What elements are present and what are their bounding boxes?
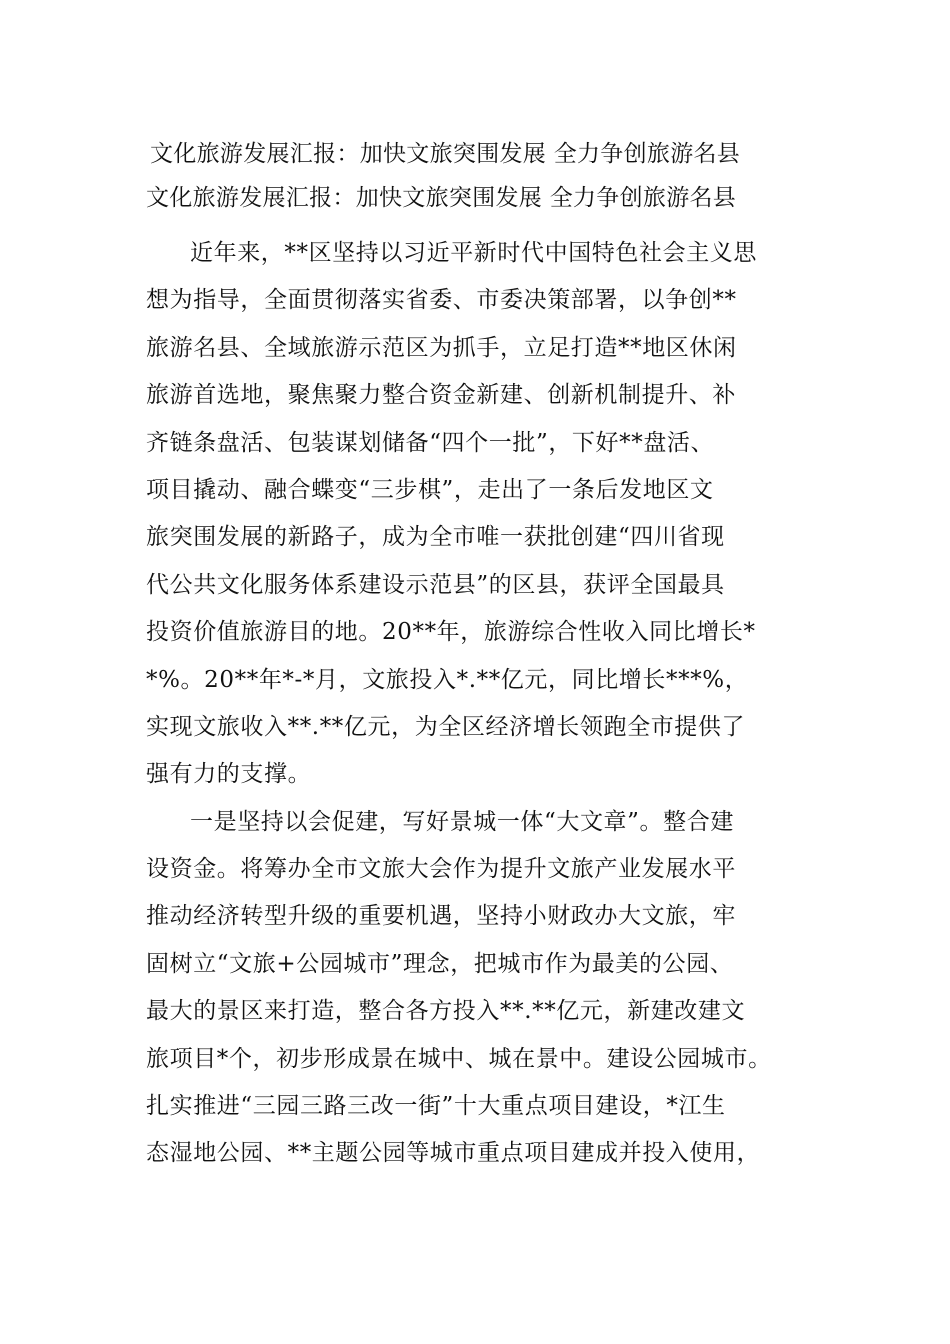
- paragraph-line: 强有力的支撑。: [146, 761, 312, 788]
- paragraph-1: [146, 230, 816, 799]
- paragraph-line: 固树立“文旅+公园城市”理念，把城市作为最美的公园、: [146, 950, 734, 977]
- paragraph-line: 旅游首选地，聚焦聚力整合资金新建、创新机制提升、补: [146, 382, 736, 409]
- paragraph-line: 推动经济转型升级的重要机遇，坚持小财政办大文旅，牢: [146, 903, 736, 930]
- paragraph-line: 一是坚持以会促建，写好景城一体“大文章”。整合建: [190, 808, 734, 835]
- paragraph-line: 旅游名县、全域旅游示范区为抓手，立足打造**地区休闲: [146, 334, 737, 361]
- paragraph-line: 代公共文化服务体系建设示范县”的区县，获评全国最具: [146, 571, 725, 598]
- paragraph-line: 设资金。将筹办全市文旅大会作为提升文旅产业发展水平: [146, 856, 736, 883]
- paragraph-line: 想为指导，全面贯彻落实省委、市委决策部署，以争创**: [146, 287, 737, 314]
- paragraph-line: 实现文旅收入**.**亿元，为全区经济增长领跑全市提供了: [146, 713, 746, 740]
- paragraph-2: [146, 799, 816, 1178]
- paragraph-line: *%。20**年*-*月，文旅投入*.**亿元，同比增长***%，: [146, 666, 749, 693]
- paragraph-line: 近年来，**区坚持以习近平新时代中国特色社会主义思: [190, 240, 757, 266]
- paragraph-line: 投资价值旅游目的地。20**年，旅游综合性收入同比增长*: [146, 619, 756, 646]
- document-title-line-1: 文化旅游发展汇报：加快文旅突围发展 全力争创旅游名县: [150, 141, 741, 167]
- document-body: [146, 230, 816, 1178]
- document-title-line-2: 文化旅游发展汇报：加快文旅突围发展 全力争创旅游名县: [146, 185, 737, 211]
- paragraph-line: 态湿地公园、**主题公园等城市重点项目建成并投入使用，: [146, 1140, 761, 1167]
- paragraph-line: 旅项目*个，初步形成景在城中、城在景中。建设公园城市。: [146, 1045, 772, 1072]
- paragraph-line: 项目撬动、融合蝶变“三步棋”，走出了一条后发地区文: [146, 476, 714, 503]
- paragraph-line: 最大的景区来打造，整合各方投入**.**亿元，新建改建文: [146, 998, 746, 1025]
- paragraph-line: 扎实推进“三园三路三改一街”十大重点项目建设，*江生: [146, 1093, 726, 1120]
- paragraph-line: 旅突围发展的新路子，成为全市唯一获批创建“四川省现: [146, 524, 725, 551]
- paragraph-line: 齐链条盘活、包装谋划储备“四个一批”，下好**盘活、: [146, 429, 715, 456]
